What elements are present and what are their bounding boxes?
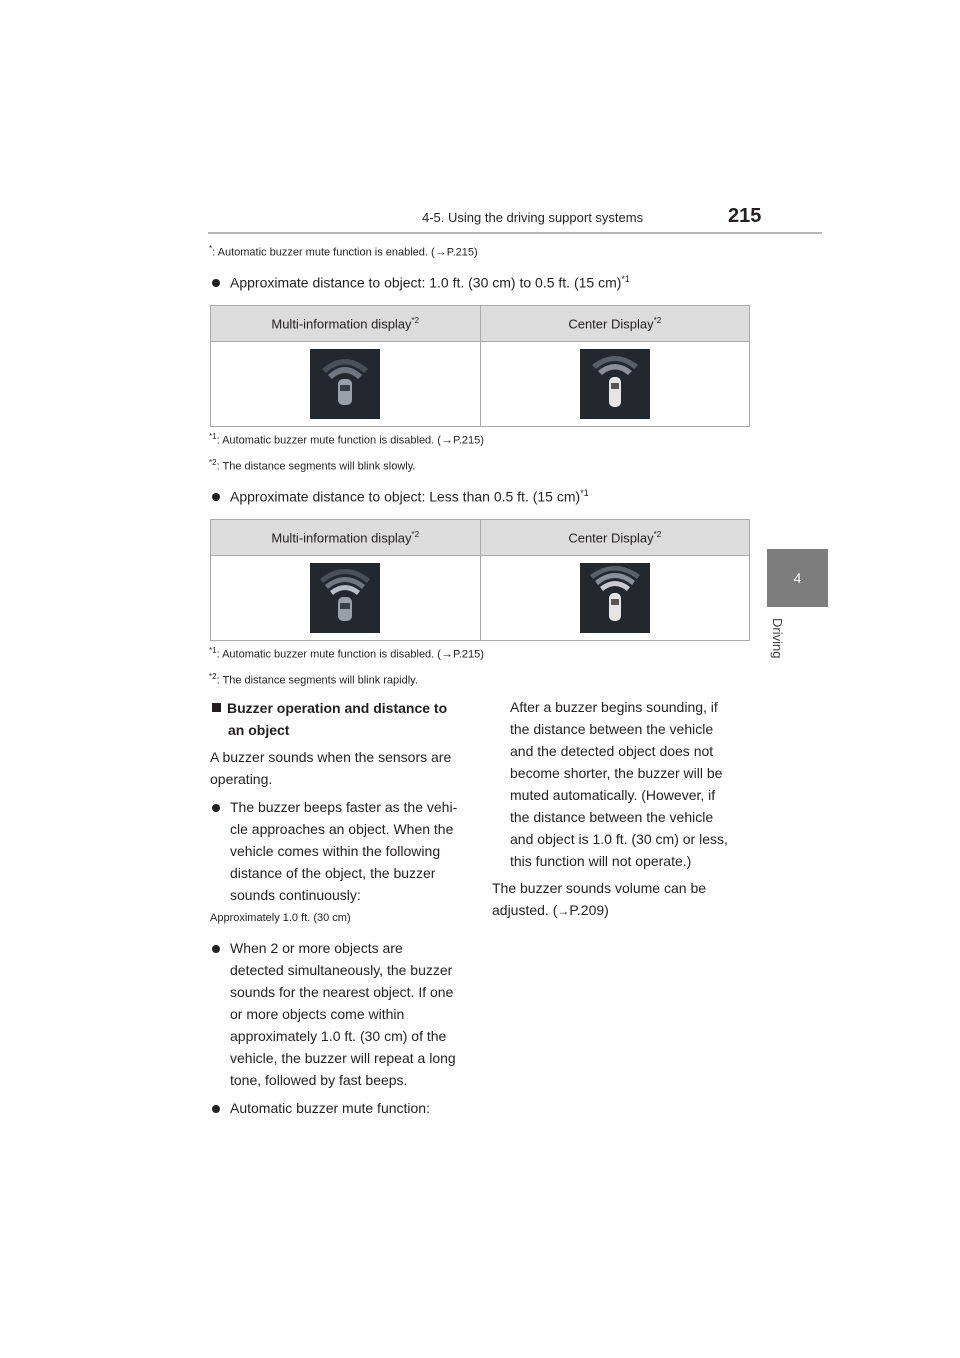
bullet-distance-1: Approximate distance to object: 1.0 ft. (30 cm) to 0.5 ft. (15 cm)$^{*1}$ bbox=[212, 274, 630, 291]
header-divider bbox=[208, 232, 822, 234]
bullet-dot-icon bbox=[212, 279, 220, 287]
block2-footnote-2: $^{*2}$: The distance segments will blink rapidly. bbox=[209, 672, 418, 687]
display-table-rapid bbox=[210, 519, 750, 641]
multi-info-image-cell bbox=[211, 342, 481, 427]
col-center-display: Center Display$^{*2}$ bbox=[480, 306, 750, 342]
bullet-dot-icon bbox=[212, 804, 220, 812]
col-multi-info: Multi-information display$^{*2}$ bbox=[211, 306, 481, 342]
parking-sensor-mid-icon bbox=[310, 349, 380, 419]
bullet-dot-icon bbox=[212, 493, 220, 501]
display-table-slow bbox=[210, 305, 750, 427]
chapter-tab-label: Driving bbox=[770, 618, 785, 659]
center-display-image-cell bbox=[480, 342, 750, 427]
block2-footnote-1: $^{*1}$: Automatic buzzer mute function is disabled. (→P.215) bbox=[209, 646, 484, 661]
page-number: 215 bbox=[728, 205, 762, 227]
multi-info-image-cell bbox=[211, 556, 481, 641]
approx-distance-note: Approximately 1.0 ft. (30 cm) bbox=[210, 912, 351, 924]
bullet-multiple-objects: When 2 or more objects are detected simultaneously, the buzzer sounds for the nearest object. If one or more objects come within approximately 1.0 ft. (30 cm) of the vehicle, the buzzer will repeat a long tone, followed by fast beeps. bbox=[212, 937, 482, 1091]
parking-sensor-mid-center-icon bbox=[580, 349, 650, 419]
heading-square-icon bbox=[212, 703, 221, 712]
bullet-dot-icon bbox=[212, 1105, 220, 1113]
block1-footnote-1: $^{*1}$: Automatic buzzer mute function is disabled. (→P.215) bbox=[209, 432, 484, 447]
col-multi-info: Multi-information display$^{*2}$ bbox=[211, 520, 481, 556]
col-center-display: Center Display$^{*2}$ bbox=[480, 520, 750, 556]
buzzer-heading: Buzzer operation and distance to an object bbox=[212, 697, 482, 741]
bullet-auto-mute: Automatic buzzer mute function: bbox=[212, 1097, 482, 1119]
page-reference-link[interactable]: P.209) bbox=[569, 902, 609, 918]
block1-footnote-2: $^{*2}$: The distance segments will blink slowly. bbox=[209, 458, 416, 473]
bullet-dot-icon bbox=[212, 945, 220, 953]
top-footnote: *: Automatic buzzer mute function is enabled. (→P.215) bbox=[209, 244, 478, 259]
section-title: 4-5. Using the driving support systems bbox=[422, 210, 644, 225]
parking-sensor-near-center-icon bbox=[580, 563, 650, 633]
bullet-distance-2: Approximate distance to object: Less than 0.5 ft. (15 cm)$^{*1}$ bbox=[212, 488, 589, 505]
bullet-beeps-faster: The buzzer beeps faster as the vehi- cle approaches an object. When the vehicle comes within the following distance of the object, the buzzer sounds continuously: bbox=[212, 796, 482, 906]
buzzer-volume-note: The buzzer sounds volume can be adjusted. (→P.209) bbox=[492, 880, 707, 918]
center-display-image-cell bbox=[480, 556, 750, 641]
auto-mute-description: After a buzzer begins sounding, if the distance between the vehicle and the detected object does not become shorter, the buzzer will be muted automatically. (However, if the distance between the vehicle and object is 1.0 ft. (30 cm) or less, this function will not operate.) bbox=[510, 699, 728, 869]
chapter-tab: 4 bbox=[767, 549, 828, 607]
parking-sensor-near-icon bbox=[310, 563, 380, 633]
buzzer-intro: A buzzer sounds when the sensors are operating. bbox=[210, 749, 452, 787]
